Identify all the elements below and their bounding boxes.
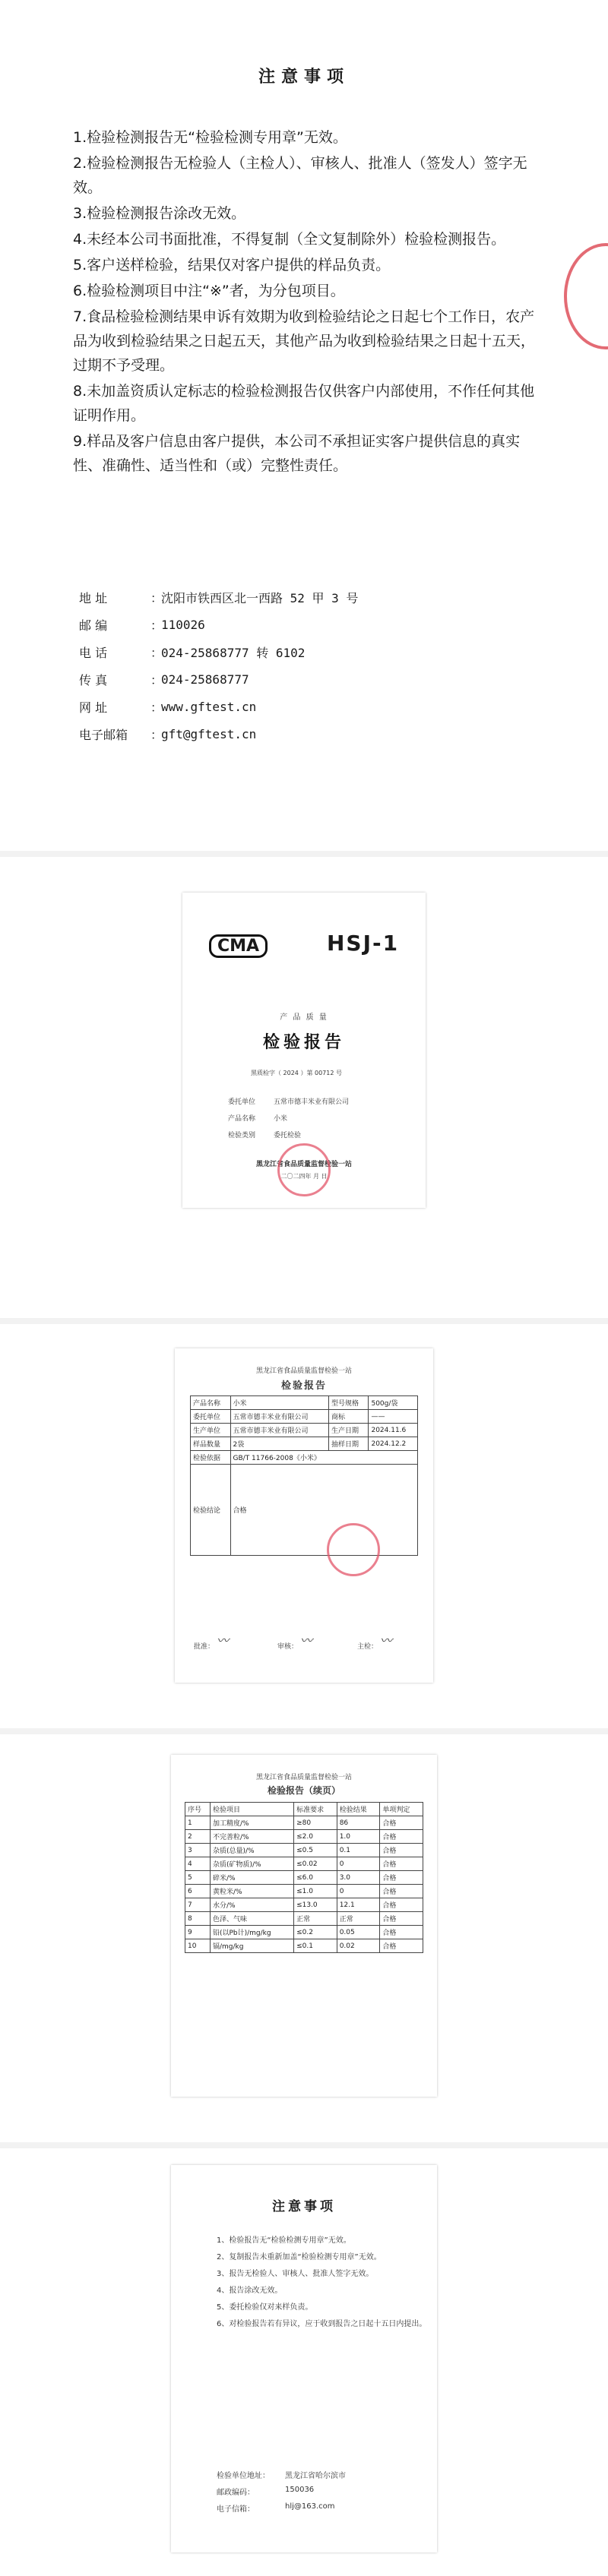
contact-label: 网 址 — [79, 700, 108, 715]
notice-item: 9.样品及客户信息由客户提供，本公司不承担证实客户提供信息的真实性、准确性、适当性和（或）完整性责任。 — [73, 433, 521, 474]
notice-scan-item: 3、报告无检验人、审核人、批准人签字无效。 — [217, 2270, 374, 2278]
notice-item: 2.检验检测报告无检验人（主检人）、审核人、批准人（签发人）签字无效。 — [73, 155, 527, 196]
cover-field-value: 五常市德丰米业有限公司 — [274, 1098, 350, 1106]
table-cell: 12.1 — [337, 1898, 380, 1912]
report-title: 检验报告 — [280, 1380, 327, 1392]
table-cell: 1 — [185, 1816, 211, 1830]
notice-section — [0, 0, 608, 851]
table-row — [185, 1898, 423, 1912]
table-row — [191, 1410, 418, 1424]
contact-value: gft@gftest.cn — [161, 726, 257, 741]
table-cell: ≤13.0 — [294, 1898, 337, 1912]
table-header-cell: 序号 — [185, 1803, 211, 1816]
table-row — [191, 1437, 418, 1451]
table-cell: ≤1.0 — [294, 1885, 337, 1898]
table-row — [185, 1857, 423, 1871]
table-cell: 2024.12.2 — [369, 1437, 418, 1451]
table-cell: 检验结论 — [191, 1465, 231, 1556]
table-cell: 小米 — [230, 1396, 328, 1410]
cover-issuer: 黑龙江省食品质量监督检验一站 — [255, 1161, 352, 1168]
notice-scan-item: 4、报告涂改无效。 — [217, 2287, 283, 2295]
table-cell: 杂质(矿物质)/% — [210, 1857, 293, 1871]
cover-field-label: 检验类别 — [228, 1132, 256, 1139]
table-cell: 86 — [337, 1816, 380, 1830]
cover-field-label: 委托单位 — [228, 1098, 256, 1106]
notice-scan-item: 5、委托检验仅对来样负责。 — [217, 2303, 313, 2312]
page-divider — [0, 1728, 608, 1734]
table-cell: 0.02 — [337, 1939, 380, 1953]
table-cell: 500g/袋 — [369, 1396, 418, 1410]
table-cell: 杂质(总量)/% — [210, 1844, 293, 1857]
cover-date: 二〇二四年 月 日 — [280, 1173, 328, 1180]
table-cell: 6 — [185, 1885, 211, 1898]
table-cell: ≤0.1 — [294, 1939, 337, 1953]
table-cell: 合格 — [380, 1898, 423, 1912]
report-table — [190, 1395, 418, 1556]
contact-value: 110026 — [161, 617, 205, 632]
cover-report-no: 黑质检字（ 2024 ）第 00712 号 — [251, 1070, 342, 1076]
table-cell: 产品名称 — [191, 1396, 231, 1410]
table-cell: 合格 — [380, 1816, 423, 1830]
notice-item: 5.客户送样检验，结果仅对客户提供的样品负责。 — [73, 257, 391, 273]
notice-scan-page — [171, 2165, 437, 2552]
notice-scan-item: 6、对检验报告若有异议，应于收到报告之日起十五日内提出。 — [217, 2320, 427, 2328]
table-row — [185, 1871, 423, 1885]
table-cell: 0.05 — [337, 1926, 380, 1939]
table-header-cell: 单项判定 — [380, 1803, 423, 1816]
table-cell: 正常 — [337, 1912, 380, 1926]
table-cell: ≤6.0 — [294, 1871, 337, 1885]
table-row — [185, 1926, 423, 1939]
notice-scan-contact-label: 电子信箱： — [217, 2505, 255, 2514]
table-cell: 五常市德丰米业有限公司 — [230, 1410, 328, 1424]
table-cell: 3 — [185, 1844, 211, 1857]
table-row — [191, 1424, 418, 1437]
table-cell: 1.0 — [337, 1830, 380, 1844]
contact-postcode: 邮 编 ： 110026 — [79, 617, 205, 633]
notice-item: 4.未经本公司书面批准，不得复制（全文复制除外）检验检测报告。 — [73, 231, 506, 248]
notice-item: 1.检验检测报告无“检验检测专用章”无效。 — [73, 129, 347, 146]
table-cell: 型号规格 — [328, 1396, 369, 1410]
contact-website: 网 址 ： www.gftest.cn — [79, 699, 257, 715]
notice-scan-contact-label: 邮政编码： — [217, 2489, 255, 2497]
notice-scan-item: 1、检验报告无“检验检测专用章”无效。 — [217, 2236, 351, 2245]
notice-scan-contact-value: 150036 — [285, 2486, 315, 2494]
notice-scan-contact-value: 黑龙江省哈尔滨市 — [285, 2472, 346, 2480]
seal-stamp-icon — [564, 243, 608, 349]
table-row — [185, 1939, 423, 1953]
table-row — [185, 1816, 423, 1830]
table-cell: 不完善粒/% — [210, 1830, 293, 1844]
contact-label: 地 址 — [79, 590, 108, 605]
contact-block — [79, 583, 535, 748]
contact-value: 024-25868777 — [161, 672, 249, 687]
seal-stamp-icon — [327, 1523, 380, 1576]
contact-value: 024-25868777 转 6102 — [161, 645, 306, 660]
contact-email: 电子邮箱 ： gft@gftest.cn — [79, 726, 257, 742]
seal-stamp-icon — [277, 1143, 331, 1196]
table-cell: 水分/% — [210, 1898, 293, 1912]
page-divider — [0, 2142, 608, 2148]
table-cell: —— — [369, 1410, 418, 1424]
table-cell: 合格 — [380, 1871, 423, 1885]
table-cell: 2袋 — [230, 1437, 328, 1451]
notice-item: 6.检验检测项目中注“※”者，为分包项目。 — [73, 283, 345, 299]
table-cell: 商标 — [328, 1410, 369, 1424]
table-cell: 正常 — [294, 1912, 337, 1926]
report-continuation-page — [171, 1755, 437, 2097]
cover-field-label: 产品名称 — [228, 1115, 256, 1123]
contact-label: 电子邮箱 — [79, 727, 128, 742]
contact-value: 沈阳市铁西区北一西路 52 甲 3 号 — [161, 590, 359, 605]
table-cell: 合格 — [230, 1465, 417, 1556]
notice-item: 3.检验检测报告涂改无效。 — [73, 205, 246, 222]
table-header-cell: 标准要求 — [294, 1803, 337, 1816]
signature-icon: 〰 — [300, 1633, 313, 1648]
table-cell: 0 — [337, 1857, 380, 1871]
table-cell: 五常市德丰米业有限公司 — [230, 1424, 328, 1437]
cover-category: 产 品 质 量 — [280, 1013, 328, 1022]
table-row — [185, 1912, 423, 1926]
table-cell: 合格 — [380, 1830, 423, 1844]
signature-icon: 〰 — [217, 1633, 230, 1648]
contact-value: www.gftest.cn — [161, 699, 257, 714]
contact-label: 电 话 — [79, 645, 108, 660]
contact-address: 地 址 ： 沈阳市铁西区北一西路 52 甲 3 号 — [79, 583, 535, 611]
table-header-cell: 检验项目 — [210, 1803, 293, 1816]
page-divider — [0, 851, 608, 857]
table-cell: 合格 — [380, 1912, 423, 1926]
table-cell: 合格 — [380, 1844, 423, 1857]
table-cell: 铅(以Pb计)/mg/kg — [210, 1926, 293, 1939]
table-row — [185, 1885, 423, 1898]
table-cell: 合格 — [380, 1857, 423, 1871]
table-cell: 抽样日期 — [328, 1437, 369, 1451]
table-cell: 生产日期 — [328, 1424, 369, 1437]
table-cell: ≤0.5 — [294, 1844, 337, 1857]
notice-title: 注意事项 — [258, 68, 350, 87]
table-cell: 2 — [185, 1830, 211, 1844]
notice-scan-title: 注意事项 — [272, 2199, 336, 2214]
table-cell: 5 — [185, 1871, 211, 1885]
table-cell: 样品数量 — [191, 1437, 231, 1451]
table-cell: 碎米/% — [210, 1871, 293, 1885]
table-row — [185, 1830, 423, 1844]
table-cell: 黄粒米/% — [210, 1885, 293, 1898]
table-cell: 9 — [185, 1926, 211, 1939]
contact-fax: 传 真 ： 024-25868777 — [79, 672, 249, 687]
table-cell: ≤2.0 — [294, 1830, 337, 1844]
table-cell: 8 — [185, 1912, 211, 1926]
results-table — [185, 1802, 423, 1953]
page-divider — [0, 1318, 608, 1324]
signer-label: 主检： — [357, 1643, 378, 1651]
table-header-cell: 检验结果 — [337, 1803, 380, 1816]
notice-list — [73, 125, 544, 479]
report-org: 黑龙江省食品质量监督检验一站 — [255, 1367, 352, 1375]
table-cell: 合格 — [380, 1939, 423, 1953]
contact-phone: 电 话 ： 024-25868777 转 6102 — [79, 638, 535, 665]
cover-field-value: 委托检验 — [274, 1132, 302, 1139]
signature-icon: 〰 — [380, 1633, 393, 1648]
notice-item: 7.食品检验检测结果申诉有效期为收到检验结论之日起七个工作日，农产品为收到检验结果之日起五天，其他产品为收到检验结果之日起十五天，过期不予受理。 — [73, 308, 536, 374]
table-cell: 10 — [185, 1939, 211, 1953]
table-cell: 4 — [185, 1857, 211, 1871]
table-row — [185, 1844, 423, 1857]
report2-title: 检验报告（续页） — [267, 1785, 340, 1796]
notice-scan-contact-label: 检验单位地址： — [217, 2472, 270, 2480]
table-cell: 加工精度/% — [210, 1816, 293, 1830]
table-cell: 3.0 — [337, 1871, 380, 1885]
report-main-page — [175, 1348, 433, 1683]
notice-item: 8.未加盖资质认定标志的检验检测报告仅供客户内部使用，不作任何其他证明作用。 — [73, 383, 535, 424]
table-cell: 生产单位 — [191, 1424, 231, 1437]
cover-field-value: 小米 — [274, 1115, 288, 1123]
table-cell: 7 — [185, 1898, 211, 1912]
contact-label: 邮 编 — [79, 618, 108, 633]
table-cell: 镉/mg/kg — [210, 1939, 293, 1953]
cma-logo: CMA — [209, 934, 268, 958]
table-row — [191, 1451, 418, 1465]
table-cell: 检验依据 — [191, 1451, 231, 1465]
table-cell: ≤0.2 — [294, 1926, 337, 1939]
table-header-row — [185, 1803, 423, 1816]
table-row — [191, 1396, 418, 1410]
cover-title: 检验报告 — [262, 1033, 345, 1052]
signer-label: 批准： — [194, 1643, 215, 1651]
notice-scan-item: 2、复制报告未重新加盖“检验检测专用章”无效。 — [217, 2253, 382, 2262]
report-cover-page — [182, 893, 426, 1208]
contact-label: 传 真 — [79, 672, 108, 687]
signer-label: 审核： — [277, 1643, 299, 1651]
hsj-logo: HSJ-1 — [327, 931, 400, 956]
table-cell: 合格 — [380, 1885, 423, 1898]
table-cell: ≥80 — [294, 1816, 337, 1830]
table-cell: 0 — [337, 1885, 380, 1898]
table-cell: 合格 — [380, 1926, 423, 1939]
notice-scan-contact-value: hlj@163.com — [285, 2502, 335, 2511]
table-cell: 0.1 — [337, 1844, 380, 1857]
report2-org: 黑龙江省食品质量监督检验一站 — [255, 1774, 352, 1781]
table-cell: 委托单位 — [191, 1410, 231, 1424]
table-cell: GB/T 11766-2008《小米》 — [230, 1451, 417, 1465]
table-cell: 色泽、气味 — [210, 1912, 293, 1926]
table-row — [191, 1465, 418, 1556]
table-cell: 2024.11.6 — [369, 1424, 418, 1437]
table-cell: ≤0.02 — [294, 1857, 337, 1871]
